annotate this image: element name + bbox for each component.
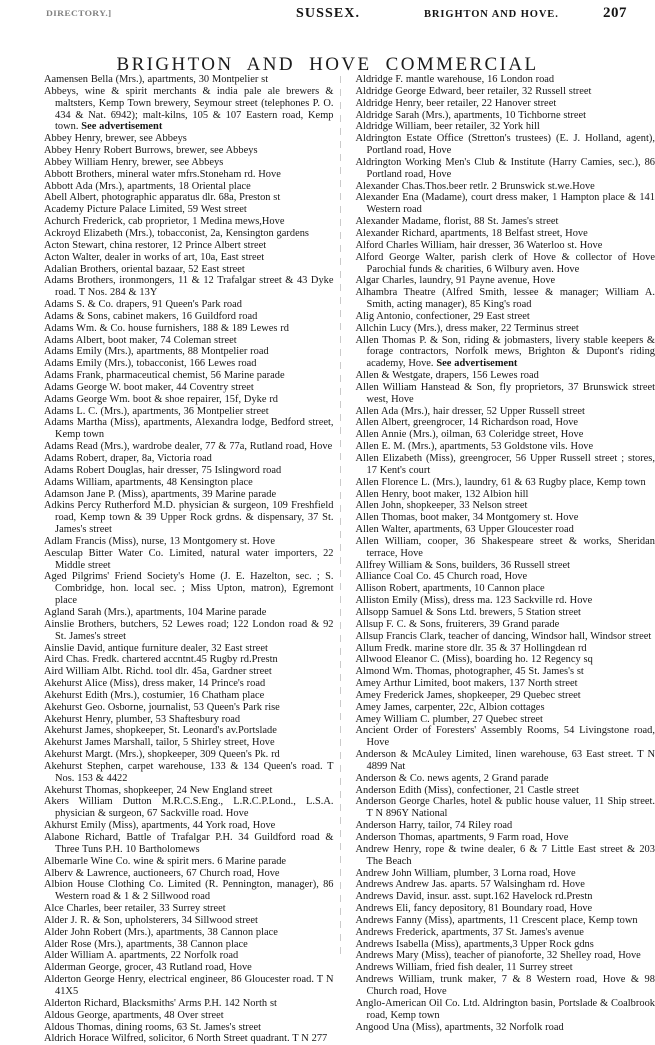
- directory-entry: Alford Charles William, hair dresser, 36 Waterloo st. Hove: [355, 239, 603, 251]
- directory-entry: Adams Frank, pharmaceutical chemist, 56 Marine parade: [44, 370, 285, 382]
- directory-entry: Albemarle Wine Co. wine & spirit mers. 6 Marine parade: [44, 855, 287, 867]
- directory-entry: Adams Robert, draper, 8a, Victoria road: [44, 453, 212, 464]
- directory-entry: Abbott Ada (Mrs.), apartments, 18 Oriental place: [44, 180, 251, 192]
- directory-entry: Akhurst Emily (Miss), apartments, 44 York road, Hove: [44, 820, 276, 832]
- directory-entry: Aged Pilgrims' Friend Society's Home (J. E. Hazelton, sec. ; S. Combridge, hon. local sec. ; Miss Upton, matron), Egremont place: [44, 571, 334, 607]
- directory-entry: Agland Sarah (Mrs.), apartments, 104 Marine parade: [44, 606, 267, 618]
- directory-entry: Aldrington Working Men's Club & Institute (Harry Camies, sec.), 86 Portland road, Hove: [355, 156, 655, 180]
- directory-entry: Adams S. & Co. drapers, 91 Queen's Park road: [44, 299, 242, 311]
- directory-entry: Aldridge F. mantle warehouse, 16 London road: [355, 74, 555, 85]
- directory-entry: Almond Wm. Thomas, photographer, 45 St. James's st: [355, 666, 584, 678]
- directory-entry: Alderton George Henry, electrical engineer, 86 Gloucester road. T N 41X5: [44, 974, 334, 997]
- directory-entry: Akehurst James Marshall, tailor, 5 Shirley street, Hove: [44, 737, 275, 749]
- directory-entry: Aamensen Bella (Mrs.), apartments, 30 Montpelier st: [44, 74, 269, 85]
- directory-entry: Allen John, shopkeeper, 33 Nelson street: [355, 500, 528, 512]
- directory-entry: Alexander Ena (Madame), court dress maker, 1 Hampton place & 141 Western road: [355, 192, 655, 216]
- directory-entry: Aldous Thomas, dining rooms, 63 St. James's street: [44, 1021, 262, 1033]
- directory-entry: Alliance Coal Co. 45 Church road, Hove: [355, 571, 528, 583]
- directory-entry: Adams Robert Douglas, hair dresser, 75 Islingword road: [44, 464, 282, 476]
- directory-entry: Akehurst Henry, plumber, 53 Shaftesbury road: [44, 713, 241, 725]
- directory-entry: Acton Stewart, china restorer, 12 Prince Albert street: [44, 239, 267, 251]
- page-number: 207: [603, 5, 627, 21]
- directory-entry: Anderson Thomas, apartments, 9 Farm road, Hove: [355, 832, 569, 843]
- directory-entry: Allen Thomas, boot maker, 34 Montgomery st. Hove: [355, 512, 579, 524]
- directory-entry: Adams William, apartments, 48 Kensington place: [44, 476, 253, 488]
- directory-entry: Allsopp Samuel & Sons Ltd. brewers, 5 Station street: [355, 606, 581, 618]
- directory-entry: Andrews Isabella (Miss), apartments,3 Upper Rock gdns: [355, 938, 594, 950]
- directory-page: [0, 5, 655, 1045]
- directory-entry: Allum Fredk. marine store dlr. 35 & 37 Hollingdean rd: [355, 642, 587, 654]
- directory-entry: Abbey Henry, brewer, see Abbeys: [44, 133, 187, 145]
- running-head-county: SUSSEX.: [296, 6, 361, 21]
- running-head-place: BRIGHTON AND HOVE.: [424, 9, 559, 20]
- directory-entry: Ainslie Brothers, butchers, 52 Lewes road; 122 London road & 92 St. James's street: [44, 618, 334, 642]
- running-head-left: DIRECTORY.]: [46, 9, 112, 19]
- directory-entry: Allen Walter, apartments, 63 Upper Gloucester road: [355, 524, 574, 536]
- directory-entry: Ainslie David, antique furniture dealer, 32 East street: [44, 642, 268, 654]
- directory-entry: Achurch Frederick, cab proprietor, 1 Medina mews,Hove: [44, 216, 285, 228]
- directory-entry: Andrews William, fried fish dealer, 11 Surrey street: [355, 962, 573, 974]
- directory-entry: Acton Walter, dealer in works of art, 10a, East street: [44, 251, 265, 263]
- directory-entry: Adams Brothers, ironmongers, 11 & 12 Trafalgar street & 43 Dyke road. T Nos. 284 & 13Y: [44, 275, 334, 299]
- directory-entry: Alexander Madame, florist, 88 St. James's street: [355, 216, 559, 228]
- directory-entry: Aldrich Horace Wilfred, solicitor, 6 North Street quadrant. T N 277: [44, 1033, 328, 1045]
- directory-entry: Anderson Edith (Miss), confectioner, 21 Castle street: [355, 784, 579, 796]
- directory-entry: Adams Martha (Miss), apartments, Alexandra lodge, Bedford street, Kemp town: [44, 417, 334, 441]
- directory-entry: Alig Antonio, confectioner, 29 East street: [355, 310, 530, 322]
- directory-entry: Allfrey William & Sons, builders, 36 Russell street: [355, 559, 571, 571]
- directory-entry: Aldridge William, beer retailer, 32 York hill: [355, 121, 540, 133]
- directory-entry: Albion House Clothing Co. Limited (R. Pennington, manager), 86 Western road & 1 & 2 Sillwood road: [44, 879, 334, 903]
- directory-entry: Amey James, carpenter, 22c, Albion cottages: [355, 701, 545, 713]
- directory-entry: Akehurst Thomas, shopkeeper, 24 New England street: [44, 784, 273, 796]
- directory-entry: Alder William A. apartments, 22 Norfolk road: [44, 950, 239, 962]
- directory-column-left: [44, 74, 344, 1045]
- directory-entry: Adams Wm. & Co. house furnishers, 188 & 189 Lewes rd: [44, 322, 289, 334]
- directory-entry: Andrew Henry, rope & twine dealer, 6 & 7 Little East street & 203 The Beach: [355, 843, 655, 867]
- running-head: [0, 6, 655, 32]
- directory-entry: Allen Annie (Mrs.), oilman, 63 Coleridge street, Hove: [355, 429, 584, 441]
- directory-entry: Aesculap Bitter Water Co. Limited, natural water importers, 22 Middle street: [44, 547, 334, 571]
- directory-entry: Angood Una (Miss), apartments, 32 Norfolk road: [355, 1021, 564, 1033]
- directory-entry: Akehurst Edith (Mrs.), costumier, 16 Chatham place: [44, 689, 265, 701]
- directory-entry: Allen Florence L. (Mrs.), laundry, 61 & 63 Rugby place, Kemp town: [355, 476, 646, 488]
- directory-entry: Alder Rose (Mrs.), apartments, 38 Cannon place: [44, 938, 248, 950]
- directory-entry: Allen Elizabeth (Miss), greengrocer, 56 Upper Russell street ; stores, 17 Kent's court: [355, 453, 655, 476]
- directory-entry: Alhambra Theatre (Alfred Smith, lessee & manager; William A. Smith, acting manager), 85 King's road: [355, 287, 655, 311]
- directory-columns: [0, 74, 655, 1045]
- directory-entry: Allsup F. C. & Sons, fruiterers, 39 Grand parade: [355, 618, 560, 630]
- directory-entry: Aldous George, apartments, 48 Over street: [44, 1009, 224, 1021]
- directory-entry: Algar Charles, laundry, 91 Payne avenue, Hove: [355, 275, 556, 287]
- directory-entry: Alder J. R. & Son, upholsterers, 34 Sillwood street: [44, 914, 258, 926]
- directory-entry: Andrews David, insur. asst. supt.162 Havelock rd.Prestn: [355, 891, 593, 903]
- directory-entry: Amey William C. plumber, 27 Quebec street: [355, 713, 543, 725]
- directory-entry: Abbeys, wine & spirit merchants & india pale ale brewers & maltsters, Kemp Town brewery, Seymour street (telephones P. O. 434 & Nat. 6942); malt-kilns, 105 & 107 Eastern road, Kemp town. See advertisement: [44, 85, 334, 133]
- directory-entry: Allison Robert, apartments, 10 Cannon place: [355, 583, 545, 595]
- directory-entry: Anderson Harry, tailor, 74 Riley road: [355, 820, 513, 832]
- directory-entry: Akehurst Margt. (Mrs.), shopkeeper, 309 Queen's Pk. rd: [44, 749, 280, 761]
- directory-entry: Anderson George Charles, hotel & public house valuer, 11 Ship street. T N 896Y National: [355, 796, 655, 820]
- directory-entry: Alce Charles, beer retailer, 33 Surrey street: [44, 903, 226, 915]
- directory-entry: Aird Chas. Fredk. chartered accntnt.45 Rugby rd.Prestn: [44, 654, 278, 666]
- directory-entry: Anderson & Co. news agents, 2 Grand parade: [355, 772, 549, 784]
- directory-entry: Adams George W. boot maker, 44 Coventry street: [44, 381, 254, 393]
- directory-entry: Akehurst Stephen, carpet warehouse, 133 & 134 Queen's road. T Nos. 153 & 4422: [44, 760, 334, 784]
- directory-entry: Anglo-American Oil Co. Ltd. Aldrington basin, Portslade & Coalbrook road, Kemp town: [355, 997, 655, 1021]
- directory-entry: Andrews Eli, fancy depository, 81 Boundary road, Hove: [355, 903, 593, 915]
- directory-entry: Alliston Emily (Miss), dress ma. 123 Sackville rd. Hove: [355, 595, 593, 607]
- directory-entry: Andrews Frederick, apartments, 37 St. James's avenue: [355, 926, 584, 938]
- directory-entry: Adams Emily (Mrs.), tobacconist, 166 Lewes road: [44, 358, 257, 370]
- directory-entry: Adams Albert, boot maker, 74 Coleman street: [44, 334, 237, 346]
- directory-entry: Akers William Dutton M.R.C.S.Eng., L.R.C.P.Lond., L.S.A. physician & surgeon, 67 Sackville road. Hove: [44, 796, 334, 820]
- directory-entry: Abell Albert, photographic apparatus dlr. 68a, Preston st: [44, 192, 281, 204]
- directory-column-right: [356, 74, 655, 1045]
- directory-entry: Andrews William, trunk maker, 7 & 8 Western road, Hove & 98 Church road, Hove: [355, 974, 655, 997]
- directory-entry: Andrew John William, plumber, 3 Lorna road, Hove: [355, 867, 576, 879]
- directory-entry: Aldrington Estate Office (Stretton's trustees) (E. J. Holland, agent), Portland road, Hove: [355, 133, 655, 157]
- directory-entry: Allwood Eleanor C. (Miss), boarding ho. 12 Regency sq: [355, 654, 593, 666]
- directory-entry: Ancient Order of Foresters' Assembly Rooms, 54 Livingstone road, Hove: [355, 725, 655, 749]
- directory-entry: Allen Thomas P. & Son, riding & jobmasters, livery stable keepers & forage contractors, Norfolk mews, Brighton & Dupont's riding academy, Hove. See advertisement: [355, 334, 655, 370]
- directory-entry: Adalian Brothers, oriental bazaar, 52 East street: [44, 263, 245, 275]
- directory-entry: Andrews Fanny (Miss), apartments, 11 Crescent place, Kemp town: [355, 914, 638, 926]
- page-title: BRIGHTON AND HOVE COMMERCIAL: [116, 54, 539, 75]
- directory-entry: Allen Albert, greengrocer, 14 Richardson road, Hove: [355, 417, 579, 429]
- directory-entry: Adams Read (Mrs.), wardrobe dealer, 77 & 77a, Rutland road, Hove: [44, 441, 333, 453]
- directory-entry: Andrews Mary (Miss), teacher of pianoforte, 32 Shelley road, Hove: [355, 950, 641, 962]
- directory-entry: Allen Henry, boot maker, 132 Albion hill: [355, 488, 529, 500]
- directory-entry: Allen William, cooper, 36 Shakespeare street & works, Sheridan terrace, Hove: [355, 535, 655, 559]
- directory-entry: Allen William Hanstead & Son, fly proprietors, 37 Brunswick street west, Hove: [355, 381, 655, 405]
- directory-entry: Aldridge Henry, beer retailer, 22 Hanover street: [355, 97, 557, 109]
- directory-entry: Alderman George, grocer, 43 Rutland road, Hove: [44, 962, 252, 974]
- directory-entry: Ackroyd Elizabeth (Mrs.), tobacconist, 2a, Kensington gardens: [44, 227, 310, 239]
- directory-entry: Alexander Chas.Thos.beer retlr. 2 Brunswick st.we.Hove: [355, 180, 595, 192]
- directory-entry: Adams & Sons, cabinet makers, 16 Guildford road: [44, 310, 258, 322]
- directory-entry: Alford George Walter, parish clerk of Hove & collector of Hove Parochial funds & charities, 6 Wilbury aven. Hove: [355, 251, 655, 275]
- directory-entry: Adlam Francis (Miss), nurse, 13 Montgomery st. Hove: [44, 535, 275, 547]
- directory-entry: Allsup Francis Clark, teacher of dancing, Windsor hall, Windsor street: [355, 630, 652, 642]
- directory-entry: Allen Ada (Mrs.), hair dresser, 52 Upper Russell street: [355, 405, 585, 417]
- directory-entry: Akehurst Alice (Miss), dress maker, 14 Prince's road: [44, 678, 266, 690]
- directory-entry: Aldridge George Edward, beer retailer, 32 Russell street: [355, 85, 592, 97]
- directory-entry: Alexander Richard, apartments, 18 Belfast street, Hove: [355, 227, 588, 239]
- directory-entry: Allen E. M. (Mrs.), apartments, 53 Goldstone vils. Hove: [355, 441, 594, 453]
- directory-entry: Amey Frederick James, shopkeeper, 29 Quebec street: [355, 689, 581, 701]
- directory-entry: Akehurst Geo. Osborne, journalist, 53 Queen's Park rise: [44, 701, 280, 713]
- directory-entry: Amey Arthur Limited, boot makers, 137 North street: [355, 678, 578, 690]
- directory-entry: Allen & Westgate, drapers, 156 Lewes road: [355, 370, 539, 382]
- directory-entry: Allchin Lucy (Mrs.), dress maker, 22 Terminus street: [355, 322, 579, 334]
- directory-entry: Abbott Brothers, mineral water mfrs.Stoneham rd. Hove: [44, 168, 281, 180]
- directory-entry: Alabone Richard, Battle of Trafalgar P.H. 34 Guildford road & Three Tuns P.H. 10 Bartholomews: [44, 832, 334, 855]
- directory-entry: Adams Emily (Mrs.), apartments, 88 Montpelier road: [44, 346, 269, 358]
- directory-entry: Anderson & McAuley Limited, linen warehouse, 63 East street. T N 4899 Nat: [355, 749, 655, 772]
- directory-entry: Abbey Henry Robert Burrows, brewer, see Abbeys: [44, 145, 258, 157]
- directory-entry: Adams L. C. (Mrs.), apartments, 36 Montpelier street: [44, 405, 269, 417]
- directory-entry: Alberv & Lawrence, auctioneers, 67 Church road, Hove: [44, 867, 280, 879]
- directory-entry: Aldridge Sarah (Mrs.), apartments, 10 Tichborne street: [355, 109, 587, 121]
- directory-entry: Adams George Wm. boot & shoe repairer, 15f, Dyke rd: [44, 393, 279, 405]
- directory-entry: Alder John Robert (Mrs.), apartments, 38 Cannon place: [44, 926, 278, 938]
- directory-entry: Adkins Percy Rutherford M.D. physician & surgeon, 109 Freshfield road, Kemp town & 39 Upper Rock grdns. & dispensary, 37 St. James's street: [44, 500, 334, 536]
- directory-entry: Adamson Jane P. (Miss), apartments, 39 Marine parade: [44, 488, 277, 500]
- directory-entry: Alderton Richard, Blacksmiths' Arms P.H. 142 North st: [44, 997, 277, 1009]
- directory-entry: Akehurst James, shopkeeper, St. Leonard's av.Portslade: [44, 725, 277, 737]
- directory-entry: Academy Picture Palace Limited, 59 West street: [44, 204, 247, 216]
- directory-entry: Aird William Albt. Richd. tool dlr. 45a, Gardner street: [44, 666, 272, 678]
- directory-entry: Abbey William Henry, brewer, see Abbeys: [44, 156, 224, 168]
- directory-entry: Andrews Andrew Jas. aparts. 57 Walsingham rd. Hove: [355, 879, 585, 891]
